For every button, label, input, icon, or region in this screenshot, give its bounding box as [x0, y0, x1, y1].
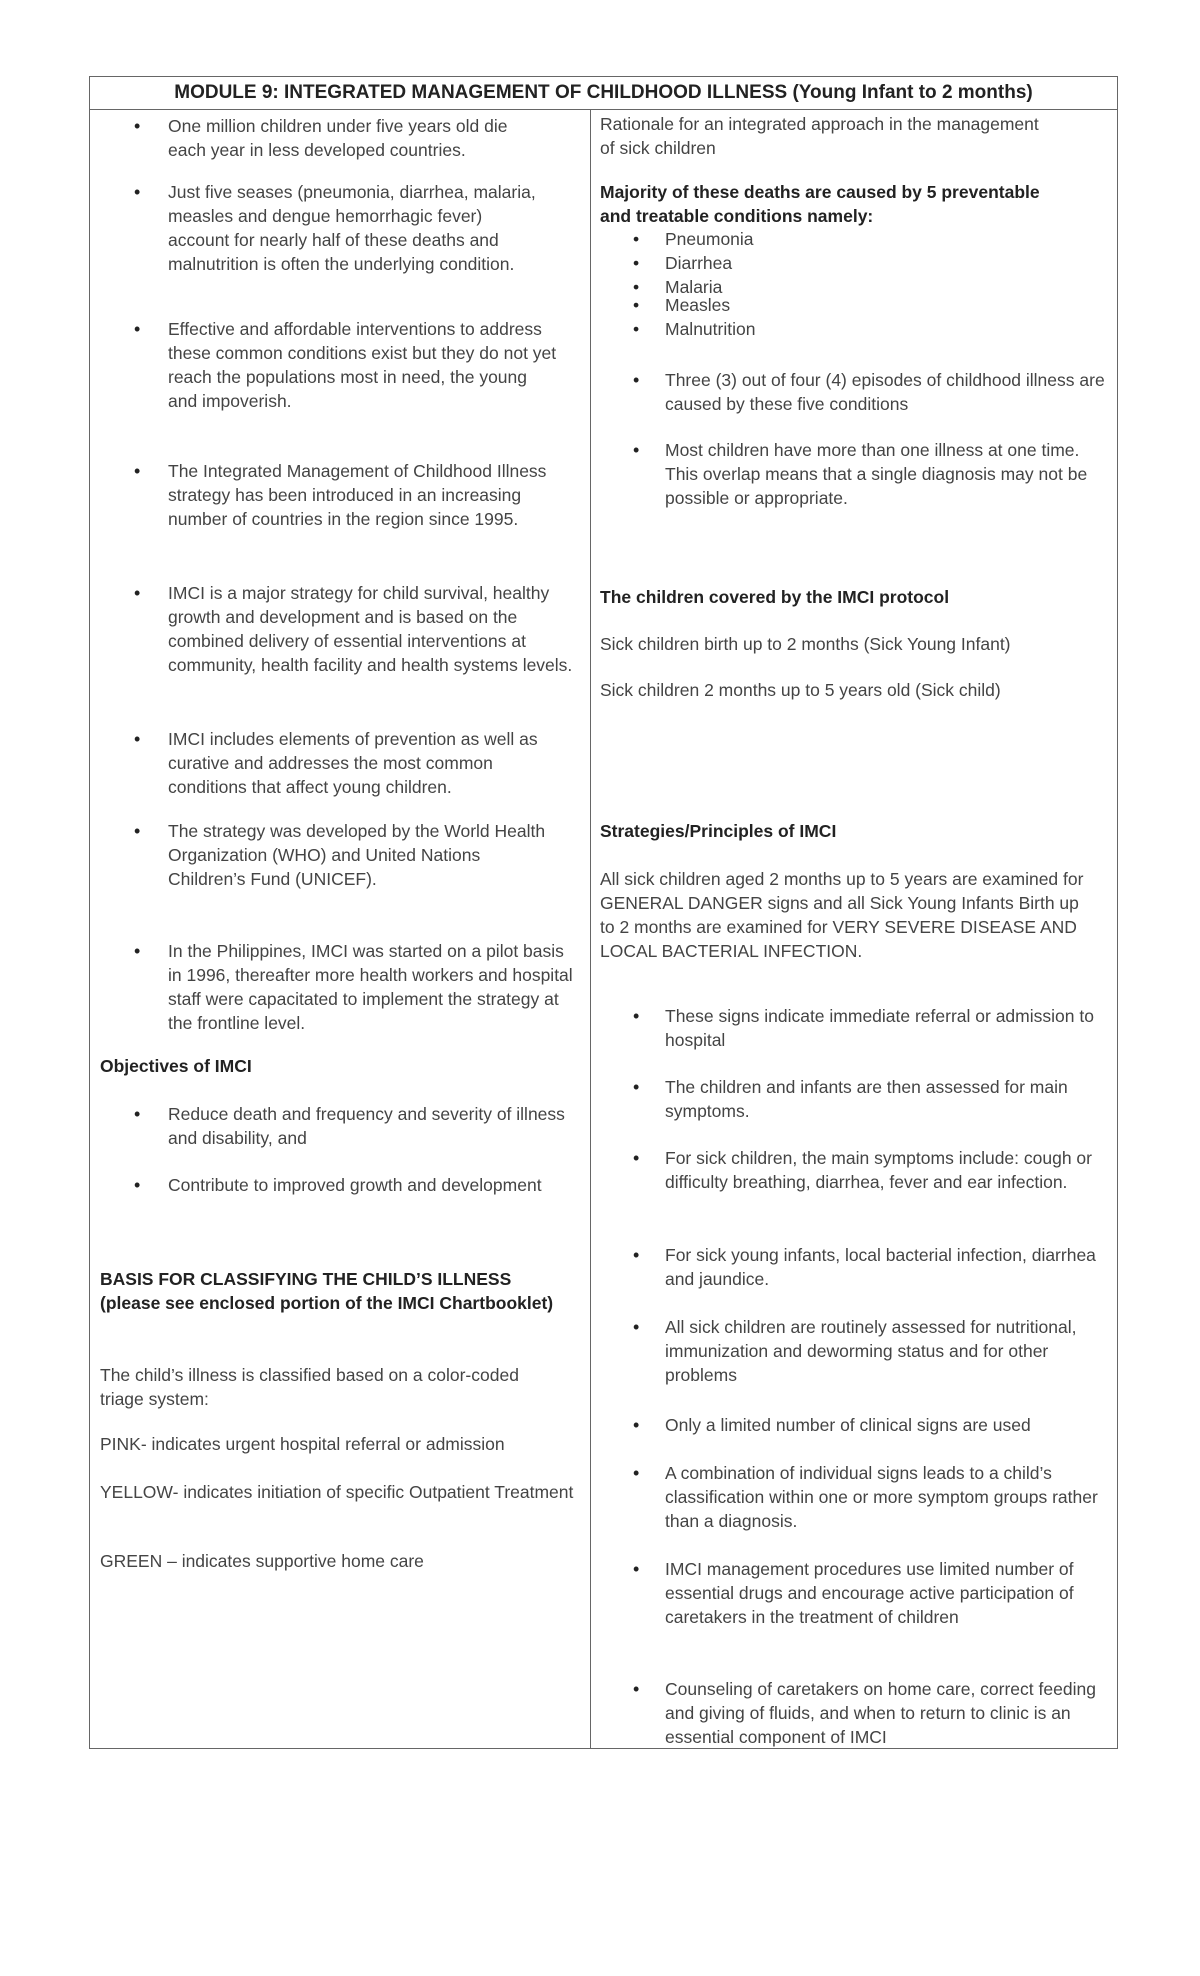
condition-item: • Malaria [665, 275, 965, 299]
left-bullet: • IMCI is a major strategy for child survival, healthy growth and development and is based on the combined delivery of essential interventions at community, health facility and health systems levels. [90, 581, 578, 677]
strategy-bullet: • For sick children, the main symptoms include: cough or difficulty breathing, diarrhea, fever and ear infection. [590, 1146, 1115, 1194]
condition-item: • Diarrhea [665, 251, 965, 275]
left-bullet: • Effective and affordable interventions to address these common conditions exist but they do not yet reach the populations most in need, the young and impoverish. [90, 317, 558, 413]
left-bullet: • IMCI includes elements of prevention as well as curative and addresses the most common conditions that affect young children. [90, 727, 568, 799]
right-bullet: • Most children have more than one illness at one time. This overlap means that a single diagnosis may not be possible or appropriate. [590, 438, 1115, 510]
strategies-intro: All sick children aged 2 months up to 5 years are examined for GENERAL DANGER signs and all Sick Young Infants Birth up to 2 months are examined for VERY SEVERE DISEASE AND LOCAL BACTERIAL INFECTION. [600, 869, 1084, 961]
rationale-text: Rationale for an integrated approach in the management of sick children [600, 114, 1039, 158]
right-bullet: • Three (3) out of four (4) episodes of childhood illness are caused by these five conditions [590, 368, 1105, 416]
left-bullet: • One million children under five years old die each year in less developed countries. [90, 114, 548, 162]
condition-item: • Pneumonia [665, 227, 965, 251]
strategy-bullet: • Counseling of caretakers on home care, correct feeding and giving of fluids, and when to return to clinic is an essential component of IMCI [590, 1677, 1115, 1749]
covered-item: Sick children 2 months up to 5 years old (Sick child) [600, 680, 1001, 700]
left-column [90, 110, 590, 1748]
strategy-bullet: • The children and infants are then assessed for main symptoms. [590, 1075, 1105, 1123]
majority-heading: Majority of these deaths are caused by 5 preventable and treatable conditions namely: [600, 182, 1040, 226]
module-title: MODULE 9: INTEGRATED MANAGEMENT OF CHILDHOOD ILLNESS (Young Infant to 2 months) [90, 77, 1117, 110]
pink-code: PINK- indicates urgent hospital referral or admission [100, 1434, 505, 1454]
strategy-bullet: • IMCI management procedures use limited number of essential drugs and encourage active participation of caretakers in the treatment of children [590, 1557, 1115, 1629]
conditions-list [665, 227, 965, 341]
left-bullet: • The Integrated Management of Childhood Illness strategy has been introduced in an increasing number of countries in the region since 1995. [90, 459, 548, 531]
right-column [590, 110, 1117, 1748]
document-table [89, 76, 1118, 1749]
condition-item: • Malnutrition [665, 317, 965, 341]
left-bullet: • Just five seases (pneumonia, diarrhea, malaria, measles and dengue hemorrhagic fever) account for nearly half of these deaths and malnutrition is often the underlying condition. [90, 180, 548, 276]
objectives-heading: Objectives of IMCI [100, 1056, 252, 1076]
left-bullet: • The strategy was developed by the World Health Organization (WHO) and United Nations Children’s Fund (UNICEF). [90, 819, 548, 891]
objective-item: • Contribute to improved growth and development [90, 1173, 548, 1197]
left-bullet: • In the Philippines, IMCI was started on a pilot basis in 1996, thereafter more health workers and hospital staff were capacitated to implement the strategy at the frontline level. [90, 939, 578, 1035]
strategy-bullet: • Only a limited number of clinical signs are used [590, 1413, 1115, 1437]
strategy-bullet: • These signs indicate immediate referral or admission to hospital [590, 1004, 1105, 1052]
yellow-code: YELLOW- indicates initiation of specific Outpatient Treatment [100, 1482, 574, 1502]
basis-heading: BASIS FOR CLASSIFYING THE CHILD’S ILLNESS (please see enclosed portion of the IMCI Chartbooklet) [100, 1269, 554, 1313]
condition-item: • Measles [665, 293, 965, 317]
covered-item: Sick children birth up to 2 months (Sick Young Infant) [600, 634, 1011, 654]
strategy-bullet: • All sick children are routinely assessed for nutritional, immunization and deworming status and for other problems [590, 1315, 1105, 1387]
objective-item: • Reduce death and frequency and severity of illness and disability, and [90, 1102, 568, 1150]
covered-heading: The children covered by the IMCI protocol [600, 587, 950, 607]
green-code: GREEN – indicates supportive home care [100, 1551, 424, 1571]
strategy-bullet: • For sick young infants, local bacterial infection, diarrhea and jaundice. [590, 1243, 1115, 1291]
strategies-heading: Strategies/Principles of IMCI [600, 821, 837, 841]
strategy-bullet: • A combination of individual signs leads to a child’s classification within one or more symptom groups rather than a diagnosis. [590, 1461, 1105, 1533]
basis-intro: The child’s illness is classified based on a color-coded triage system: [100, 1365, 519, 1409]
